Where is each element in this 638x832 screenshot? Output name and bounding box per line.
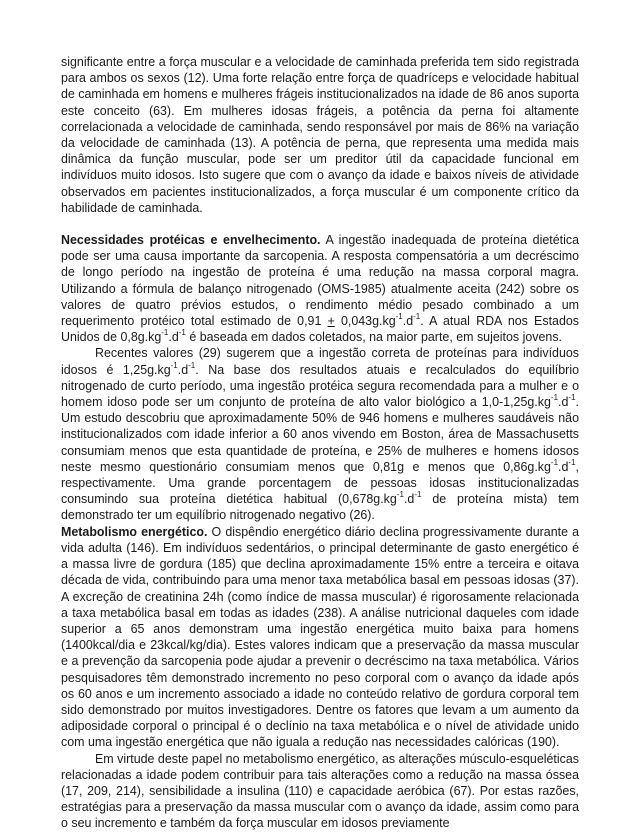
paragraph-walking-speed: significante entre a força muscular e a velocidade de caminhada preferida tem sido registrada para ambos os sexos (12). Uma forte relação entre força de quadríceps e velocidade habitual de caminhada em homens e mulheres frágeis institucionalizados na idade de 86 anos suporta este conceito (63). Em mulheres idosas frágeis, a potência da perna foi altamente correlacionada a velocidade de caminhada, sendo responsável por mais de 86% na variação da velocidade de caminhada (13). A potência de perna, que representa uma medida mais dinâmica da função muscular, pode ser um preditor útil da capacidade funcional em indivíduos muito idosos. Isto sugere que com o avanço da idade e baixos níveis de atividade observados em pacientes institucionalizados, a força muscular é um componente crítico da habilidade de caminhada. [61,55,579,215]
section-heading-protein: Necessidades protéicas e envelhecimento. [61,233,321,248]
text-run: .d [168,330,179,345]
text-run: .d [558,459,569,474]
superscript: -1 [568,392,576,402]
plus-minus-symbol: + [327,314,335,329]
text-run: .d [558,395,569,410]
paragraph-energy-metabolism [61,524,579,751]
text-run: . Um estudo descobriu que aproximadamente 50% de 946 homens e mulheres saudáveis não institucionalizados com idade inferior a 60 anos vivendo em Boston, área de Massachusetts consumiam menos que esta quantidade de proteína, e 25% de mulheres e homens idosos neste mesmo questionário consumiam menos que 0,81g e menos que 0,86g.kg [61,395,579,474]
text-run: O dispêndio energético diário declina progressivamente durante a vida adulta (146). Em indivíduos sedentários, o principal determinante de gasto energético é a massa livre de gordura (185) que declina aproximadamente 15% entre a terceira e oitava década de vida, contribuindo para uma menor taxa metabólica basal em pessoas idosas (37). A excreção de creatinina 24h (como índice de massa muscular) é rigorosamente relacionada a taxa metabólica basal em todas as idades (238). A análise nutricional daqueles com idade superior a 65 anos demonstram uma ingestão energética muito baixa para homens (1400kcal/dia e 23kcal/kg/dia). Estes valores indicam que a preservação da massa muscular e a prevenção da sarcopenia pode ajudar a prevenir o decréscimo na taxa metabólica. Vários pesquisadores têm demonstrado incremento no peso corporal com o avanço da idade após os 60 anos e um incremento associado a idade no conteúdo relativo de gordura corporal tem sido demonstrado por muitos investigadores. Dentre os fatores que levam a um aumento da adiposidade corporal o principal é o declínio na taxa metabólica e o nível de atividade unido com uma ingestão energética que não iguala a redução nas necessidades calóricas (190). [61,524,579,750]
text-run: .d [403,492,415,507]
text-run: Recentes valores (29) sugerem que a ingestão correta de proteínas para indivíduos idosos é 1,25g.kg [61,346,579,377]
text-run: .d [177,362,189,377]
paragraph-gap [61,216,579,232]
superscript: -1 [178,328,186,338]
superscript: -1 [413,311,421,321]
superscript: -1 [188,360,196,370]
text-run: , respectivamente. Uma grande porcentagem de pessoas idosas institucionalizadas consumindo sua proteína dietética habitual (0,678g.kg [61,459,579,507]
section-heading-energy: Metabolismo energético. [61,524,208,539]
superscript: -1 [414,490,422,500]
text-run: de proteína mista) tem demonstrado ter um equilíbrio nitrogenado negativo (26). [61,492,580,523]
text-run: A ingestão inadequada de proteína dietética pode ser uma causa importante da sarcopenia. A resposta compensatória a um decréscimo de longo período na ingestão de proteína é uma redução na massa corporal magra. Utilizando a fórmula de balanço nitrogenado (OMS-1985) atualmente aceita (242) sobre os valores de quatro prévios estudos, o rendimento médio pesado combinado a um requerimento protéico total estimado de 0,91 [61,233,579,329]
document-body [61,54,579,832]
text-run: é baseada em dados coletados, na maior parte, em sujeitos jovens. [185,330,562,345]
text-run: . A atual RDA nos Estados Unidos de 0,8g.kg [61,314,579,345]
paragraph-recent-values [61,345,579,523]
superscript: -1 [550,457,559,467]
superscript: -1 [161,328,169,338]
superscript: -1 [550,392,559,402]
text-run: .d [402,314,414,329]
superscript: -1 [396,490,404,500]
text-run: 0,043g.kg [334,314,396,329]
text-run: . Na base dos resultados atuais e recalculados do equilíbrio nitrogenado de curto período, uma ingestão protéica segura recomendada para a mulher e o homem idoso pode ser um conjunto de proteína de alto valor biológico a 1,0-1,25g.kg [61,362,579,410]
paragraph-musculoskeletal: Em virtude deste papel no metabolismo energético, as alterações músculo-esqueléticas relacionadas a idade podem contribuir para tais alterações como a redução na massa óssea (17, 209, 214), sensibilidade a insulina (110) e capacidade aeróbica (67). Por estas razões, estratégias para a preservação da massa muscular com o avanço da idade, assim como para o seu incremento e também da força muscular em idosos previamente [61,751,579,831]
superscript: -1 [568,457,576,467]
superscript: -1 [170,360,178,370]
superscript: -1 [395,311,403,321]
paragraph-protein-needs [61,232,579,345]
